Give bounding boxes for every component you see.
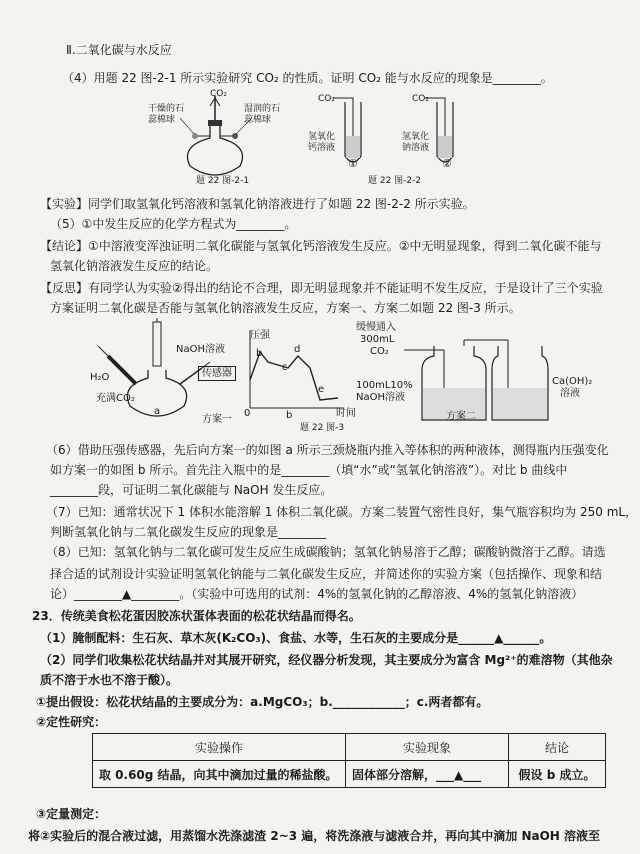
plan2-label: 方案二: [446, 411, 476, 422]
figure-caption-22-2-2: 题 22 图-2-2: [368, 176, 422, 186]
plan1-label: 方案一: [202, 414, 232, 425]
co2-label-2: CO₂: [412, 94, 429, 104]
question-6-line2: 如方案一的如图 b 所示。首先注入瓶中的是________（填“水”或“氢氧化钠溶液”）。对比 b 曲线中: [50, 463, 568, 477]
header-conclusion: 结论: [509, 734, 606, 761]
gas-bottles-diagram: [404, 336, 554, 424]
question-7-line2: 判断氢氧化钠与二氧化碳发生反应的现象是________: [50, 525, 327, 539]
curve-point-b: b: [256, 348, 263, 359]
figure-22-2-2: [315, 86, 485, 176]
question-6-line1: （6）借助压强传感器，先后向方案一的如图 a 所示三颈烧瓶内推入等体积的两种液体，测得瓶内压强变化: [46, 443, 609, 457]
figure-22-2-1: [150, 88, 280, 188]
question-8-line1: （8）已知：氢氧化钠与二氧化碳可发生反应生成碳酸钠；氢氧化钠易溶于乙醇；碳酸钠微溶于乙醇。请选: [46, 545, 606, 559]
question-8-line3: 论）________▲________。（实验中可选用的试剂：4%的氢氧化钠的乙醇溶液、4%的氢氧化钠溶液）: [50, 587, 584, 601]
flask-apparatus-diagram: [150, 88, 280, 188]
naoh-10pct-label-line1: 100mL10%: [356, 380, 413, 391]
calcium-hydroxide-label-line1: 氢氧化: [308, 132, 336, 142]
sodium-hydroxide-label-line2: 钠溶液: [402, 143, 430, 153]
wet-litmus-label-line2: 蕊棉球: [244, 115, 272, 125]
header-phenomenon: 实验现象: [346, 734, 509, 761]
table-row: [93, 761, 606, 788]
co2-label-1: CO₂: [318, 94, 335, 104]
question-8-line2: 择合适的试剂设计实验证明氢氧化钠能与二氧化碳发生反应，并简述你的实验方案（包括操作、现象和结: [50, 567, 603, 581]
reflection-line2: 方案证明二氧化碳是否能与氢氧化钠溶液发生反应，方案一、方案二如题 22 图-3 所示。: [50, 301, 521, 315]
hypothesis-line: ①提出假设：松花状结晶的主要成分为：a.MgCO₃；b.____________；c.两者都有。: [36, 695, 489, 709]
co2-label: CO₂: [210, 89, 227, 99]
tube-number-1: ①: [348, 157, 358, 170]
slow-inflow-label-line2: 300mL: [360, 334, 395, 345]
question-4: （4）用题 22 图-2-1 所示实验研究 CO₂ 的性质。证明 CO₂ 能与水反应的现象是________。: [62, 71, 553, 85]
calcium-hydroxide-solution-line2: 溶液: [560, 388, 580, 399]
question-23-2-line2: 质不溶于水也不溶于酸）。: [40, 673, 179, 687]
time-axis-label: 时间: [336, 408, 356, 419]
water-label: H₂O: [90, 372, 110, 383]
plan2-apparatus: [404, 336, 554, 424]
slow-inflow-label-line1: 缓慢通入: [356, 322, 396, 333]
test-tubes-diagram: [315, 86, 485, 176]
figure-caption-22-2-1: 题 22 图-2-1: [196, 176, 250, 186]
conclusion-line1: 【结论】①中溶液变浑浊证明二氧化碳能与氢氧化钙溶液发生反应。②中无明显现象，得到二氧化碳不能与: [40, 239, 602, 253]
experiment-text: 【实验】同学们取氢氧化钙溶液和氢氧化钠溶液进行了如题 22 图-2-2 所示实验。: [40, 197, 475, 211]
final-line: 将②实验后的混合液过滤，用蒸馏水洗涤滤渣 2~3 遍，将洗涤液与滤液合并，再向其中滴加 NaOH 溶液至: [28, 829, 601, 843]
curve-point-d: d: [294, 344, 301, 355]
calcium-hydroxide-label-line2: 钙溶液: [308, 143, 336, 153]
naoh-10pct-label-line2: NaOH溶液: [356, 392, 405, 403]
header-operation: 实验操作: [93, 734, 346, 761]
conclusion-line2: 氢氧化钠溶液发生反应的结论。: [50, 259, 219, 273]
tube-number-2: ②: [442, 157, 452, 170]
cell-operation: 取 0.60g 结晶，向其中滴加过量的稀盐酸。: [93, 761, 346, 788]
question-23-1: （1）腌制配料：生石灰、草木灰(K₂CO₃)、食盐、水等，生石灰的主要成分是______▲______。: [40, 631, 552, 645]
question-7-line1: （7）已知：通常状况下 1 体积水能溶解 1 体积二氧化碳。方案二装置气密性良好，集气瓶容积均为 250 mL，: [46, 505, 638, 519]
wet-litmus-label-line1: 湿润的石: [244, 104, 281, 114]
filled-co2-label: 充满CO₂: [96, 393, 135, 404]
figure-caption-22-3: 题 22 图-3: [300, 423, 345, 433]
quantitative-heading: ③定量测定：: [36, 807, 107, 821]
origin-label: 0: [244, 408, 251, 419]
sensor-box: 传感器: [198, 366, 236, 381]
slow-inflow-label-line3: CO₂: [370, 346, 389, 357]
table-header-row: [93, 734, 606, 761]
fig-a-label: a: [154, 406, 161, 417]
curve-point-e: e: [318, 384, 325, 395]
dry-litmus-label-line1: 干燥的石: [148, 104, 185, 114]
cell-phenomenon: 固体部分溶解，___▲___: [346, 761, 509, 788]
question-23: 23．传统美食松花蛋因胶冻状蛋体表面的松花状结晶而得名。: [32, 609, 361, 623]
question-5: （5）①中发生反应的化学方程式为________。: [50, 217, 297, 231]
dry-litmus-label-line2: 蕊棉球: [148, 115, 176, 125]
naoh-solution-label: NaOH溶液: [176, 344, 225, 355]
question-6-line3: ________段，可证明二氧化碳能与 NaOH 发生反应。: [50, 483, 333, 497]
cell-conclusion: 假设 b 成立。: [509, 761, 606, 788]
fig-b-label: b: [286, 410, 293, 421]
reflection-line1: 【反思】有同学认为实验②得出的结论不合理，即无明显现象并不能证明不发生反应，于是设计了三个实验: [40, 281, 603, 295]
section-heading: Ⅱ.二氧化碳与水反应: [66, 43, 172, 57]
sodium-hydroxide-label-line1: 氢氧化: [402, 132, 430, 142]
question-23-2-line1: （2）同学们收集松花状结晶并对其展开研究，经仪器分析发现，其主要成分为富含 Mg²⁺的难溶物（其他杂: [40, 653, 613, 667]
pressure-axis-label: 压强: [250, 330, 270, 341]
calcium-hydroxide-solution-line1: Ca(OH)₂: [552, 376, 593, 387]
qualitative-heading: ②定性研究：: [36, 715, 107, 729]
curve-point-c: c: [282, 362, 288, 373]
qualitative-results-table: [92, 733, 606, 788]
